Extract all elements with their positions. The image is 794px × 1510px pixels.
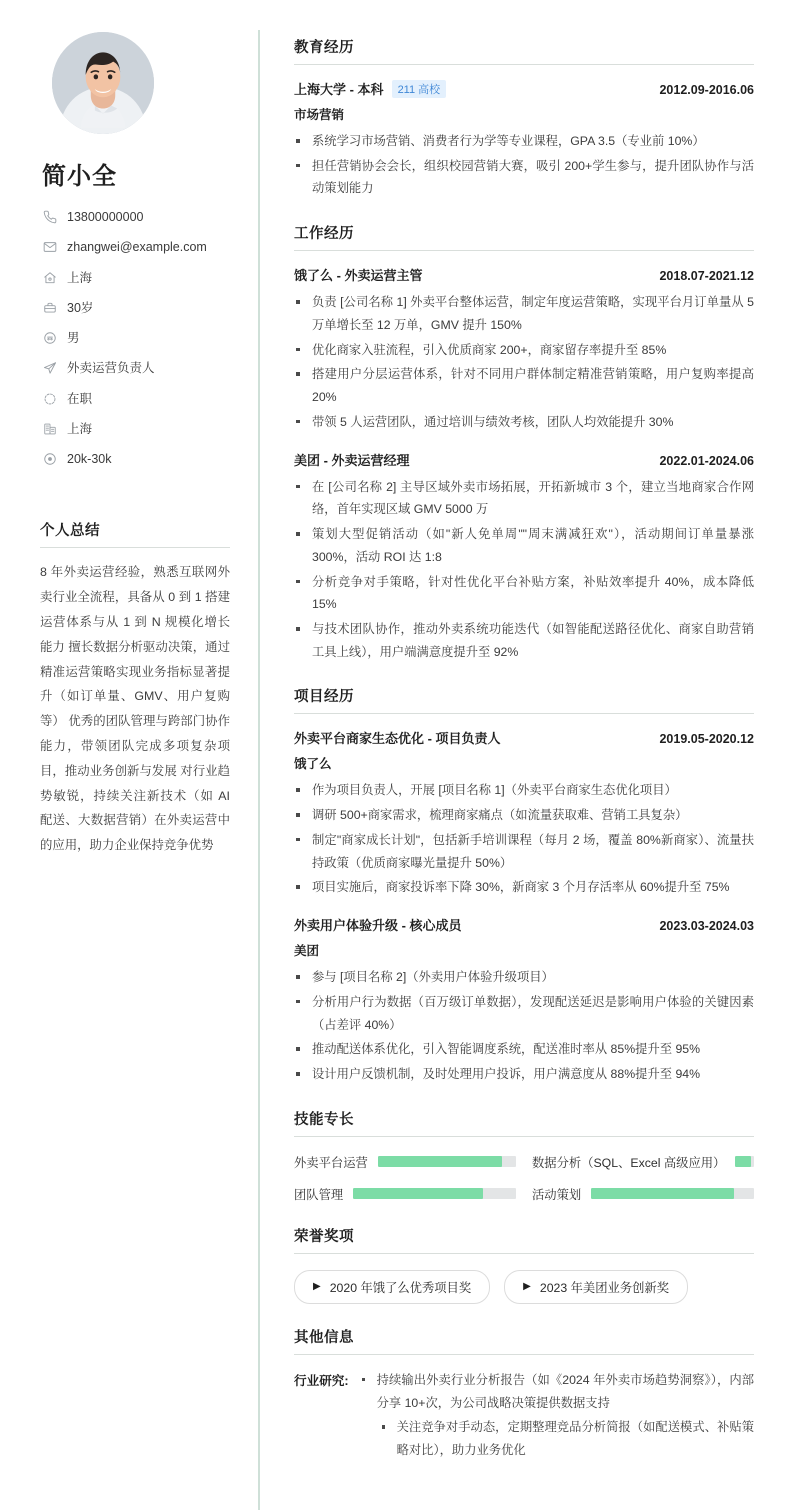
- section-awards: [294, 1225, 754, 1304]
- other-info-row: [294, 1369, 754, 1464]
- list-item: 优化商家入驻流程，引入优质商家 200+，商家留存率提升至 85%: [294, 339, 754, 362]
- contact-item-city: [42, 421, 230, 437]
- contact-value: 上海: [67, 421, 93, 436]
- list-item: 项目实施后，商家投诉率下降 30%，新商家 3 个月存活率从 60%提升至 75%: [294, 876, 754, 899]
- school-name: 上海大学 - 本科: [294, 82, 384, 97]
- section-other-info: [294, 1326, 754, 1464]
- bullet-list: [294, 476, 754, 664]
- skill-row: [294, 1185, 516, 1203]
- list-item: 分析竞争对手策略，针对性优化平台补贴方案，补贴效率提升 40%，成本降低 15%: [294, 571, 754, 616]
- list-item: 与技术团队协作，推动外卖系统功能迭代（如智能配送路径优化、商家自助营销工具上线），用户端满意度提升至 92%: [294, 618, 754, 663]
- entry-date: 2018.07-2021.12: [659, 269, 754, 284]
- person-avatar-icon: [52, 32, 154, 134]
- sidebar: [0, 0, 258, 1510]
- section-heading-other: 其他信息: [294, 1326, 754, 1355]
- building-icon: [42, 421, 57, 436]
- list-item: 系统学习市场营销、消费者行为学等专业课程，GPA 3.5（专业前 10%）: [294, 130, 754, 153]
- project-title: 外卖平台商家生态优化 - 项目负责人: [294, 731, 501, 747]
- section-skills: [294, 1108, 754, 1203]
- entry-title-wrap: [294, 79, 647, 98]
- skill-label: 团队管理: [294, 1187, 344, 1202]
- section-education: [294, 36, 754, 200]
- skill-progress-fill: [591, 1188, 734, 1199]
- contact-item-salary: [42, 451, 230, 467]
- contact-value: 外卖运营负责人: [67, 361, 155, 376]
- list-item: 推动配送体系优化，引入智能调度系统，配送准时率从 85%提升至 95%: [294, 1038, 754, 1061]
- project-entry: [294, 728, 754, 899]
- summary-text: 8 年外卖运营经验，熟悉互联网外卖行业全流程，具备从 0 到 1 搭建运营体系与从 1 到 N 规模化增长能力 擅长数据分析驱动决策，通过精准运营策略实现业务指标显著提升（如订单量、GMV、用户复购等） 优秀的团队管理与跨部门协作能力，带领团队完成多项复杂项目，推动业务创新与发展 对行业趋势敏锐，持续关注新技术（如 AI 配送、大数据营销）在外卖运营中的应用，助力企业保持竞争优势: [40, 565, 230, 853]
- entry-subtitle: 市场营销: [294, 108, 345, 122]
- other-info-label: 行业研究:: [294, 1373, 349, 1388]
- entry-date: 2023.03-2024.03: [659, 919, 754, 934]
- summary-heading: 个人总结: [40, 519, 230, 548]
- job-title: 美团 - 外卖运营经理: [294, 452, 410, 468]
- entry-title-wrap: [294, 450, 647, 469]
- skill-label: 外卖平台运营: [294, 1155, 368, 1170]
- triangle-right-icon: ▶: [313, 1280, 321, 1292]
- section-heading-education: 教育经历: [294, 36, 754, 65]
- contact-item-status: [42, 391, 230, 407]
- section-heading-awards: 荣誉奖项: [294, 1225, 754, 1254]
- work-entry: [294, 450, 754, 664]
- award-badge[interactable]: [504, 1270, 688, 1304]
- entry-header: [294, 915, 754, 934]
- work-entry: [294, 265, 754, 433]
- contact-item-gender: [42, 330, 230, 346]
- list-item: 设计用户反馈机制，及时处理用户投诉，用户满意度从 88%提升至 94%: [294, 1063, 754, 1086]
- entry-header: [294, 79, 754, 98]
- section-heading-projects: 项目经历: [294, 685, 754, 714]
- list-item: 担任营销协会会长，组织校园营销大赛，吸引 200+学生参与，提升团队协作与活动策划能力: [294, 155, 754, 200]
- skill-progress-track: [735, 1156, 754, 1167]
- contact-value: 男: [67, 331, 80, 345]
- skill-progress-track: [378, 1156, 516, 1167]
- skill-row: [532, 1185, 754, 1203]
- list-item: 调研 500+商家需求，梳理商家痛点（如流量获取难、营销工具复杂）: [294, 804, 754, 827]
- entry-header: [294, 450, 754, 469]
- contact-item-location: [42, 270, 230, 286]
- list-item: 作为项目负责人，开展 [项目名称 1]（外卖平台商家生态优化项目）: [294, 779, 754, 802]
- award-badge[interactable]: [294, 1270, 490, 1304]
- skill-row: [532, 1153, 754, 1171]
- target-icon: [42, 452, 57, 467]
- list-item: 在 [公司名称 2] 主导区域外卖市场拓展，开拓新城市 3 个，建立当地商家合作网络，首年实现区域 GMV 5000 万: [294, 476, 754, 521]
- entry-header: [294, 728, 754, 747]
- list-item: 负责 [公司名称 1] 外卖平台整体运营，制定年度运营策略，实现平台月订单量从 5 万单增长至 12 万单，GMV 提升 150%: [294, 291, 754, 336]
- skill-progress-track: [353, 1188, 516, 1199]
- contact-item-phone: [42, 209, 230, 225]
- list-item: 策划大型促销活动（如"新人免单周""周末满减狂欢"），活动期间订单量暴涨 300%，活动 ROI 达 1:8: [294, 523, 754, 568]
- skill-progress-track: [591, 1188, 754, 1199]
- project-title: 外卖用户体验升级 - 核心成员: [294, 918, 462, 934]
- phone-icon: [42, 210, 57, 225]
- bullet-list: [294, 130, 754, 200]
- list-item: 搭建用户分层运营体系，针对不同用户群体制定精准营销策略，用户复购率提高 20%: [294, 363, 754, 408]
- summary-section: [40, 519, 230, 858]
- bullet-list: [294, 779, 754, 899]
- contact-item-age: [42, 300, 230, 316]
- list-item: 分析用户行为数据（百万级订单数据），发现配送延迟是影响用户体验的关键因素（占差评 40%）: [294, 991, 754, 1036]
- contact-list: [42, 209, 230, 467]
- paper-plane-icon: [42, 361, 57, 376]
- section-heading-skills: 技能专长: [294, 1108, 754, 1137]
- skill-label: 活动策划: [532, 1187, 582, 1202]
- award-label: 2020 年饿了么优秀项目奖: [329, 1280, 472, 1295]
- awards-row: [294, 1268, 754, 1304]
- list-item: 制定"商家成长计划"，包括新手培训课程（每月 2 场，覆盖 80%新商家）、流量扶持政策（优质商家曝光量提升 50%）: [294, 829, 754, 874]
- entry-subtitle: 美团: [294, 944, 320, 959]
- skill-progress-fill: [378, 1156, 502, 1167]
- contact-value: 20k-30k: [67, 452, 112, 466]
- section-projects: [294, 685, 754, 1085]
- triangle-right-icon: ▶: [523, 1280, 531, 1292]
- list-item: 带领 5 人运营团队，通过培训与绩效考核，团队人均效能提升 30%: [294, 411, 754, 434]
- contact-value: 在职: [67, 391, 93, 406]
- contact-value: 上海: [67, 270, 93, 285]
- contact-value: 13800000000: [67, 210, 144, 224]
- bullet-list: [294, 291, 754, 433]
- contact-value: 30岁: [67, 300, 94, 315]
- contact-item-role: [42, 360, 230, 376]
- award-label: 2023 年美团业务创新奖: [539, 1280, 670, 1295]
- contact-item-email: [42, 239, 230, 255]
- avatar: [52, 32, 154, 134]
- status-badge: 211 高校: [392, 80, 447, 98]
- briefcase-icon: [42, 300, 57, 315]
- entry-header: [294, 265, 754, 284]
- envelope-icon: [42, 240, 57, 255]
- list-item: 持续输出外卖行业分析报告（如《2024 年外卖市场趋势洞察》），内部分享 10+次，为公司战略决策提供数据支持: [357, 1369, 754, 1414]
- entry-title-wrap: [294, 265, 647, 284]
- list-item: 关注竞争对手动态，定期整理竞品分析简报（如配送模式、补贴策略对比），助力业务优化: [357, 1416, 754, 1461]
- project-entry: [294, 915, 754, 1086]
- other-info-body: [357, 1369, 754, 1464]
- home-icon: [42, 270, 57, 285]
- bullet-list: [294, 966, 754, 1086]
- section-heading-work: 工作经历: [294, 222, 754, 251]
- job-title: 饿了么 - 外卖运营主管: [294, 268, 423, 284]
- entry-date: 2019.05-2020.12: [659, 732, 754, 747]
- page-title: 简小全: [42, 163, 117, 190]
- skill-label: 数据分析（SQL、Excel 高级应用）: [532, 1155, 726, 1170]
- education-entry: [294, 79, 754, 200]
- refresh-icon: [42, 391, 57, 406]
- bullet-list: [357, 1369, 754, 1462]
- section-work: [294, 222, 754, 663]
- entry-date: 2012.09-2016.06: [659, 83, 754, 97]
- skill-row: [294, 1153, 516, 1171]
- gender-icon: [42, 331, 57, 346]
- entry-title-wrap: [294, 915, 647, 934]
- skill-progress-fill: [735, 1156, 751, 1167]
- skills-grid: [294, 1151, 754, 1203]
- skill-progress-fill: [353, 1188, 483, 1199]
- contact-value: zhangwei@example.com: [67, 240, 207, 255]
- list-item: 参与 [项目名称 2]（外卖用户体验升级项目）: [294, 966, 754, 989]
- entry-date: 2022.01-2024.06: [659, 453, 754, 468]
- entry-subtitle: 饿了么: [294, 757, 332, 772]
- main-content: [260, 0, 794, 1510]
- entry-title-wrap: [294, 728, 647, 747]
